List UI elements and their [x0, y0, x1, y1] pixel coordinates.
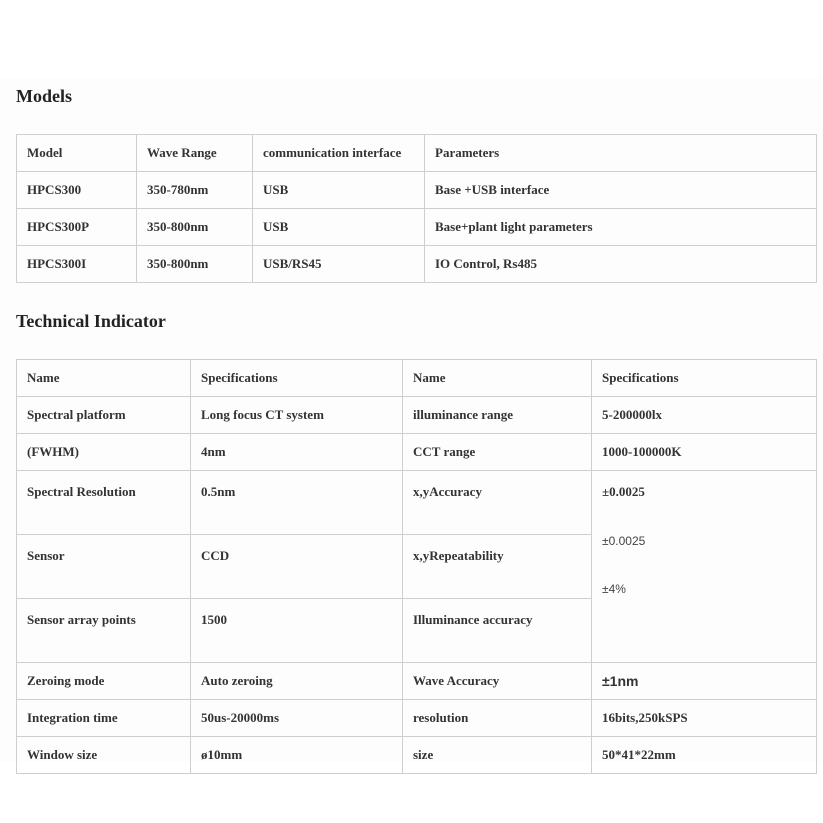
table-cell: 50*41*22mm — [592, 737, 817, 774]
table-cell: 1000-100000K — [592, 434, 817, 471]
table-cell: 0.5nm — [191, 471, 403, 535]
table-cell: 350-800nm — [137, 246, 253, 283]
table-cell: CCT range — [403, 434, 592, 471]
table-row — [17, 700, 817, 737]
table-cell: 5-200000lx — [592, 397, 817, 434]
table-row — [17, 209, 817, 246]
table-cell: Illuminance accuracy — [403, 599, 592, 663]
table-row — [17, 471, 817, 535]
models-heading: Models — [16, 86, 72, 106]
column-header: Wave Range — [137, 135, 253, 172]
column-header: Name — [403, 360, 592, 397]
column-header: Specifications — [191, 360, 403, 397]
table-cell: HPCS300 — [17, 172, 137, 209]
table-cell: resolution — [403, 700, 592, 737]
merged-specifications-cell — [592, 471, 817, 663]
column-header: Name — [17, 360, 191, 397]
table-row — [17, 246, 817, 283]
table-header-row — [17, 135, 817, 172]
spec-value: ±0.0025 — [602, 534, 646, 548]
spec-value: ±0.0025 — [602, 484, 645, 499]
table-cell: Sensor array points — [17, 599, 191, 663]
table-cell: size — [403, 737, 592, 774]
table-cell: Auto zeroing — [191, 663, 403, 700]
table-cell: 50us-20000ms — [191, 700, 403, 737]
table-cell: x,yAccuracy — [403, 471, 592, 535]
table-row — [17, 397, 817, 434]
table-cell: x,yRepeatability — [403, 535, 592, 599]
technical-indicator-heading: Technical Indicator — [16, 311, 166, 331]
column-header: Parameters — [425, 135, 817, 172]
column-header: Model — [17, 135, 137, 172]
table-cell: USB/RS45 — [253, 246, 425, 283]
table-cell: Base+plant light parameters — [425, 209, 817, 246]
table-cell: Wave Accuracy — [403, 663, 592, 700]
table-cell: 350-800nm — [137, 209, 253, 246]
table-cell: 350-780nm — [137, 172, 253, 209]
table-cell: Long focus CT system — [191, 397, 403, 434]
table-cell: HPCS300P — [17, 209, 137, 246]
table-row — [17, 434, 817, 471]
table-cell: Zeroing mode — [17, 663, 191, 700]
table-cell: ø10mm — [191, 737, 403, 774]
table-cell: Sensor — [17, 535, 191, 599]
table-cell: 1500 — [191, 599, 403, 663]
table-cell: CCD — [191, 535, 403, 599]
column-header: Specifications — [592, 360, 817, 397]
table-row — [17, 663, 817, 700]
table-cell: USB — [253, 209, 425, 246]
table-cell: 4nm — [191, 434, 403, 471]
table-cell: Spectral Resolution — [17, 471, 191, 535]
column-header: communication interface — [253, 135, 425, 172]
table-header-row — [17, 360, 817, 397]
table-cell: illuminance range — [403, 397, 592, 434]
table-cell: 16bits,250kSPS — [592, 700, 817, 737]
table-cell: HPCS300I — [17, 246, 137, 283]
models-table — [16, 134, 817, 283]
table-cell: Integration time — [17, 700, 191, 737]
table-cell: Spectral platform — [17, 397, 191, 434]
table-cell: USB — [253, 172, 425, 209]
table-cell: Base +USB interface — [425, 172, 817, 209]
table-cell: Window size — [17, 737, 191, 774]
table-row — [17, 172, 817, 209]
spec-value: ±4% — [602, 582, 626, 596]
technical-indicator-table — [16, 359, 817, 774]
table-cell: (FWHM) — [17, 434, 191, 471]
table-cell: ±1nm — [592, 663, 817, 700]
table-row — [17, 737, 817, 774]
table-cell: IO Control, Rs485 — [425, 246, 817, 283]
